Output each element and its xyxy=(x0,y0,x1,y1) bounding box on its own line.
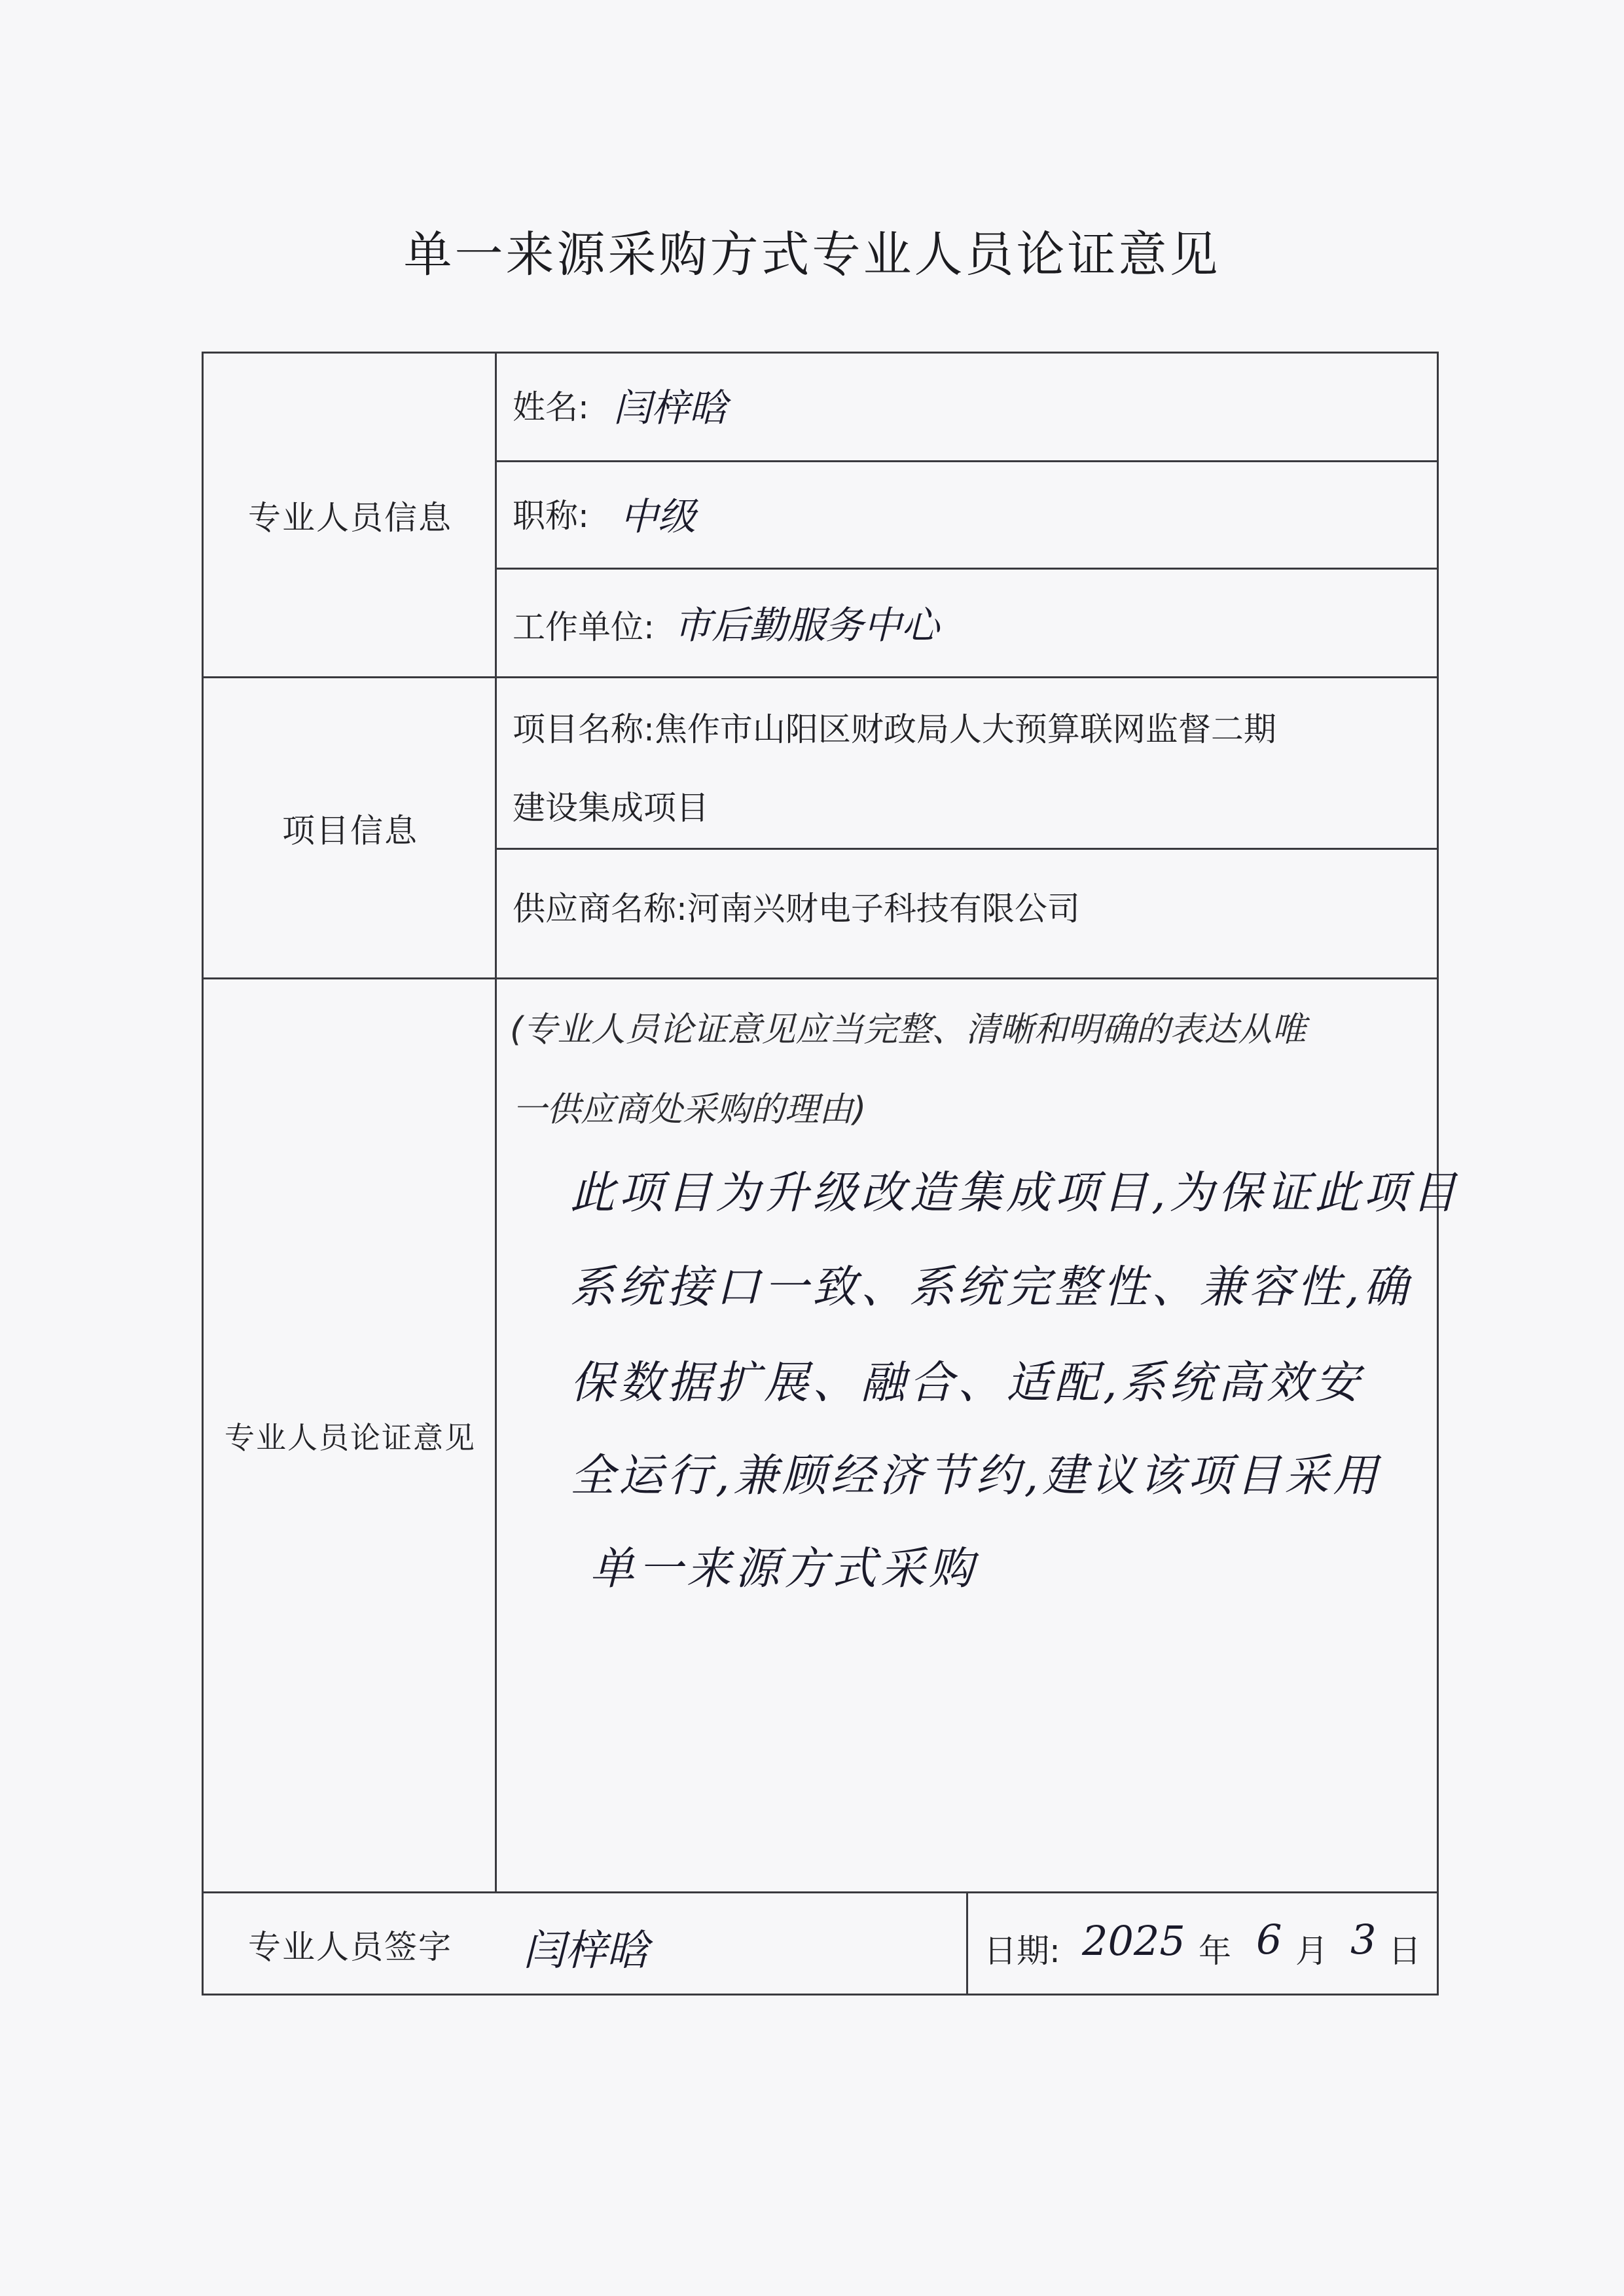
row-divider-project xyxy=(495,848,1439,850)
date-month-handwritten: 6 xyxy=(1256,1916,1282,1963)
name-label: 姓名: xyxy=(513,388,589,426)
name-handwritten: 闫梓晗 xyxy=(613,386,728,430)
row-divider-name xyxy=(495,460,1439,462)
opinion-handwritten-line-1: 此项目为升级改造集成项目,为保证此项目 xyxy=(570,1167,1460,1219)
opinion-handwritten-line-3: 保数据扩展、融合、适配,系统高效安 xyxy=(570,1357,1363,1409)
date-field xyxy=(984,1925,1060,1972)
unit-label: 工作单位: xyxy=(513,608,655,646)
row-divider-title xyxy=(495,568,1439,570)
date-month-unit: 月 xyxy=(1295,1932,1328,1970)
opinion-handwritten-line-5: 单一来源方式采购 xyxy=(590,1543,978,1595)
date-year-handwritten: 2025 xyxy=(1082,1917,1185,1965)
project-name-line2: 建设集成项目 xyxy=(513,789,709,827)
supplier-value: 河南兴财电子科技有限公司 xyxy=(687,890,1080,928)
date-year-unit: 年 xyxy=(1199,1932,1231,1970)
signature-label: 专业人员签字 xyxy=(248,1928,452,1966)
signature-handwritten: 闫梓晗 xyxy=(523,1927,649,1975)
expert-info-label: 专业人员信息 xyxy=(248,498,452,537)
opinion-handwritten-line-2: 系统接口一致、系统完整性、兼容性,确 xyxy=(570,1262,1412,1313)
page-title: 单一来源采购方式专业人员论证意见 xyxy=(403,227,1221,283)
date-day-handwritten: 3 xyxy=(1350,1916,1377,1963)
unit-handwritten: 市后勤服务中心 xyxy=(674,603,940,647)
project-info-label: 项目信息 xyxy=(282,811,418,850)
opinion-handwritten-line-4: 全运行,兼顾经济节约,建议该项目采用 xyxy=(570,1450,1382,1502)
project-name-label: 项目名称: xyxy=(513,710,655,748)
opinion-instruction-1: (专业人员论证意见应当完整、清晰和明确的表达从唯 xyxy=(510,1010,1307,1049)
opinion-label: 专业人员论证意见 xyxy=(225,1419,476,1455)
signature-date-divider xyxy=(966,1891,968,1995)
date-day-unit: 日 xyxy=(1388,1932,1421,1970)
name-field xyxy=(513,381,589,428)
date-label: 日期: xyxy=(984,1932,1060,1970)
supplier-field xyxy=(513,883,1080,930)
title-field xyxy=(513,490,589,537)
unit-field xyxy=(513,601,655,648)
form-table xyxy=(202,352,1460,1995)
opinion-instruction-2: 一供应商处采购的理由) xyxy=(513,1090,867,1129)
title-label: 职称: xyxy=(513,497,589,535)
supplier-label: 供应商名称: xyxy=(513,890,687,928)
project-name-line1 xyxy=(513,703,1276,750)
title-handwritten: 中级 xyxy=(620,494,696,539)
project-name-value-1: 焦作市山阳区财政局人大预算联网监督二期 xyxy=(654,710,1276,748)
